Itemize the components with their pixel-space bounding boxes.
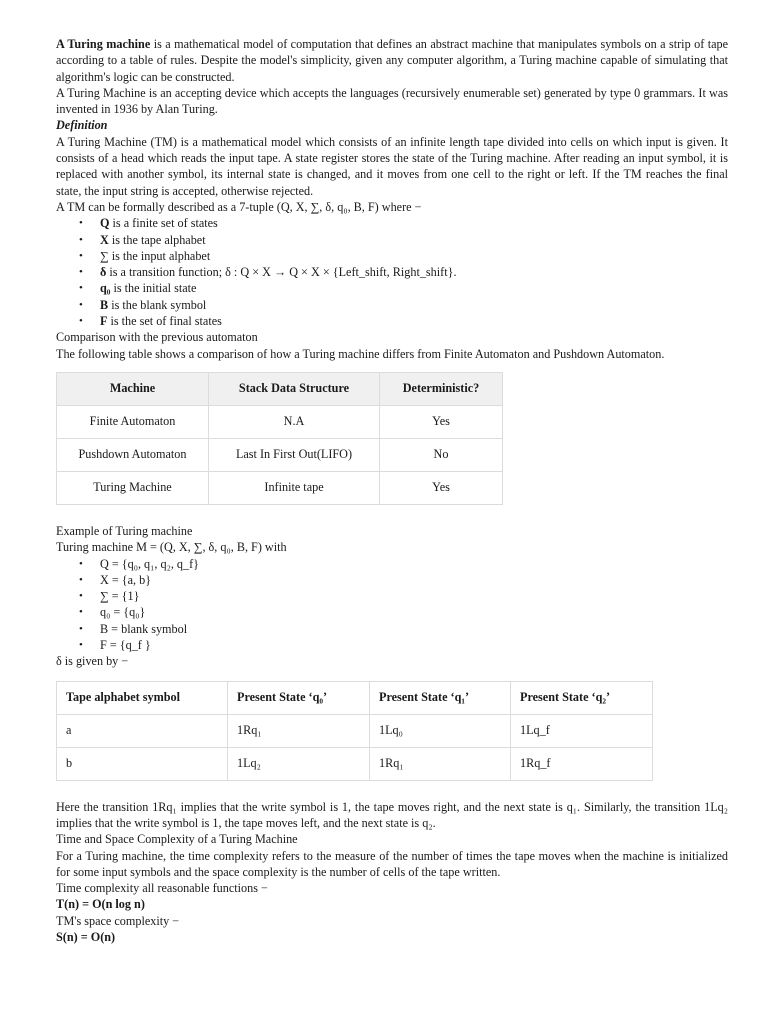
list-item: • X = {a, b}	[100, 572, 728, 588]
table-cell: b	[57, 747, 228, 780]
explanation-text: Here the transition 1Rq₁ implies that the write symbol is 1, the tape moves right, and the next state is q₁. Similarly, the transition 1Lq₂ implies that the write symbol is 1, the tape moves left, and the next state is q₂.	[56, 799, 728, 830]
comparison-table	[56, 372, 503, 505]
table-header-row	[57, 372, 503, 405]
list-item: • F = {q_f }	[100, 637, 728, 653]
table-row	[57, 747, 653, 780]
table-cell: Last In First Out(LIFO)	[209, 438, 380, 471]
tuple-list	[56, 215, 728, 329]
space-complexity-formula: S(n) = O(n)	[56, 929, 116, 944]
list-item: • B is the blank symbol	[100, 297, 728, 313]
column-header: Present State ‘q₀’	[228, 681, 370, 714]
example-intro: Turing machine M = (Q, X, ∑, δ, q₀, B, F) with	[56, 540, 287, 555]
list-item: • Q is a finite set of states	[100, 215, 728, 231]
complexity-text: For a Turing machine, the time complexity refers to the measure of the number of times the tape moves when the machine is initialized for some input symbols and the space complexity is the number of cells of the tape written.	[56, 848, 728, 879]
table-row	[57, 405, 503, 438]
table-cell: No	[380, 438, 503, 471]
comparison-heading: Comparison with the previous automaton	[56, 330, 258, 345]
table-cell: Yes	[380, 471, 503, 504]
table-cell: 1Lq₀	[370, 714, 511, 747]
column-header: Present State ‘q₁’	[370, 681, 511, 714]
list-item: • F is the set of final states	[100, 313, 728, 329]
table-cell: Infinite tape	[209, 471, 380, 504]
table-cell: Yes	[380, 405, 503, 438]
column-header: Stack Data Structure	[209, 372, 380, 405]
list-item: • X is the tape alphabet	[100, 232, 728, 248]
table-cell: N.A	[209, 405, 380, 438]
column-header: Machine	[57, 372, 209, 405]
table-cell: 1Lq_f	[511, 714, 653, 747]
table-cell: 1Rq₁	[370, 747, 511, 780]
table-cell: Finite Automaton	[57, 405, 209, 438]
list-item: • ∑ = {1}	[100, 588, 728, 604]
table-cell: 1Rq₁	[228, 714, 370, 747]
transition-table	[56, 681, 653, 781]
space-complexity-intro: TM's space complexity −	[56, 913, 180, 928]
list-item: • Q = {q₀, q₁, q₂, q_f}	[100, 556, 728, 572]
intro-text: is a mathematical model of computation that defines an abstract machine that manipulates symbols on a strip of tape according to a table of rules. Despite the model's simplicity, given any computer algorithm, a Turing machine capable of simulating that algorithm's logic can be constructed.	[56, 37, 728, 84]
list-item: • q₀ is the initial state	[100, 280, 728, 296]
table-cell: Turing Machine	[57, 471, 209, 504]
complexity-heading: Time and Space Complexity of a Turing Machine	[56, 832, 298, 847]
list-item: • B = blank symbol	[100, 621, 728, 637]
list-item: • δ is a transition function; δ : Q × X → Q × X × {Left_shift, Right_shift}.	[100, 264, 728, 280]
tuple-intro: A TM can be formally described as a 7-tuple (Q, X, ∑, δ, q₀, B, F) where −	[56, 199, 422, 214]
comparison-text: The following table shows a comparison of how a Turing machine differs from Finite Automaton and Pushdown Automaton.	[56, 346, 665, 361]
column-header: Deterministic?	[380, 372, 503, 405]
delta-intro: δ is given by −	[56, 654, 129, 669]
time-complexity-intro: Time complexity all reasonable functions −	[56, 881, 268, 896]
table-cell: 1Lq₂	[228, 747, 370, 780]
intro-paragraph	[56, 36, 728, 85]
table-cell: a	[57, 714, 228, 747]
table-row	[57, 438, 503, 471]
document-page	[56, 36, 728, 945]
definition-heading: Definition	[56, 118, 108, 133]
intro-paragraph-2: A Turing Machine is an accepting device which accepts the languages (recursively enumerable set) generated by type 0 grammars. It was invented in 1936 by Alan Turing.	[56, 85, 728, 117]
table-row	[57, 471, 503, 504]
list-item: • q₀ = {q₀}	[100, 604, 728, 620]
example-list	[56, 556, 728, 654]
definition-text: A Turing Machine (TM) is a mathematical model which consists of an infinite length tape divided into cells on which input is given. It consists of a head which reads the input tape. A state register stores the state of the Turing machine. After reading an input symbol, it is replaced with another symbol, its internal state is changed, and it moves from one cell to the right or left. If the TM reaches the final state, the input string is accepted, otherwise rejected.	[56, 134, 728, 198]
intro-term: A Turing machine	[56, 37, 151, 51]
table-header-row	[57, 681, 653, 714]
time-complexity-formula: T(n) = O(n log n)	[56, 897, 145, 912]
table-cell: 1Rq_f	[511, 747, 653, 780]
table-row	[57, 714, 653, 747]
example-heading: Example of Turing machine	[56, 523, 193, 538]
column-header: Present State ‘q₂’	[511, 681, 653, 714]
list-item: • ∑ is the input alphabet	[100, 248, 728, 264]
column-header: Tape alphabet symbol	[57, 681, 228, 714]
table-cell: Pushdown Automaton	[57, 438, 209, 471]
